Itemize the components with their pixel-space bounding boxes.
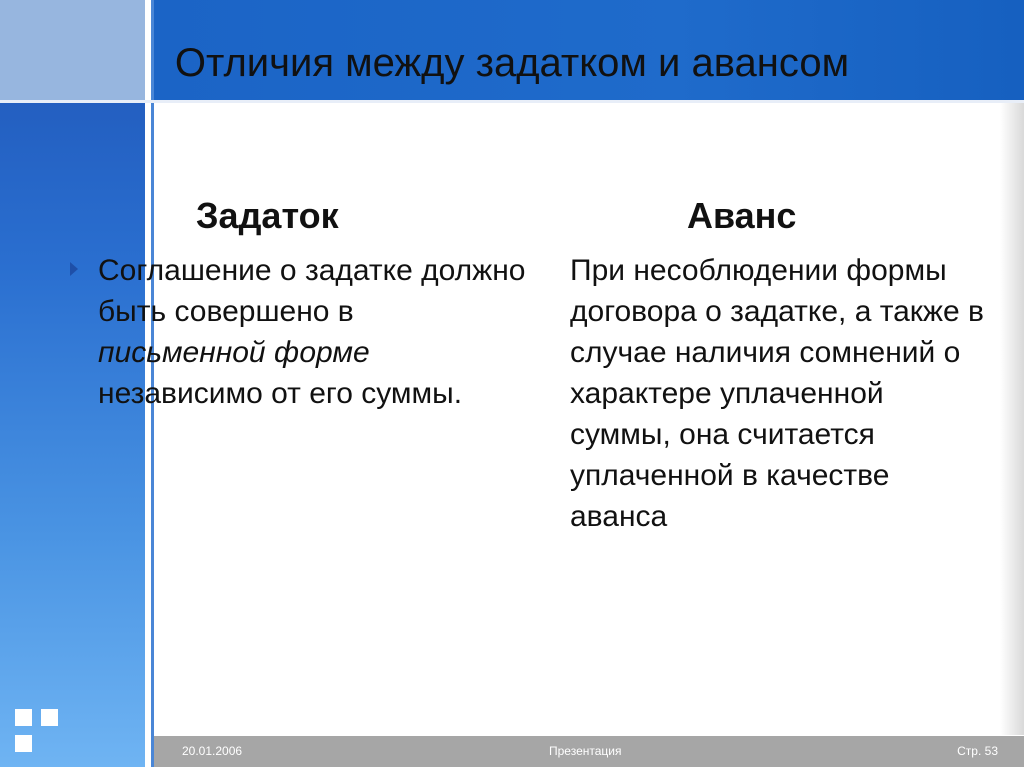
left-text-italic: письменной форме	[98, 336, 370, 369]
right-column-text: При несоблюдении формы договора о задатке, а также в случае наличия сомнений о характере уплаченной суммы, она считается уплаченной в качестве аванса	[570, 254, 984, 533]
left-text-before: Соглашение о задатке должно быть совершено в	[98, 254, 526, 328]
right-column-heading: Аванс	[687, 195, 797, 236]
left-column-text	[98, 250, 528, 414]
footer-page-number: Стр. 53	[957, 744, 998, 758]
footer-date: 20.01.2006	[182, 744, 243, 758]
bullet-arrow-icon	[70, 262, 78, 276]
left-column-heading: Задаток	[196, 195, 339, 236]
right-edge-shade	[1000, 103, 1024, 735]
footer-presentation: Презентация	[549, 744, 622, 758]
slide-title: Отличия между задатком и авансом	[174, 41, 850, 85]
left-text-after: независимо от его суммы.	[98, 377, 463, 410]
title-underline	[0, 100, 1024, 103]
footer-bar	[154, 736, 1024, 767]
